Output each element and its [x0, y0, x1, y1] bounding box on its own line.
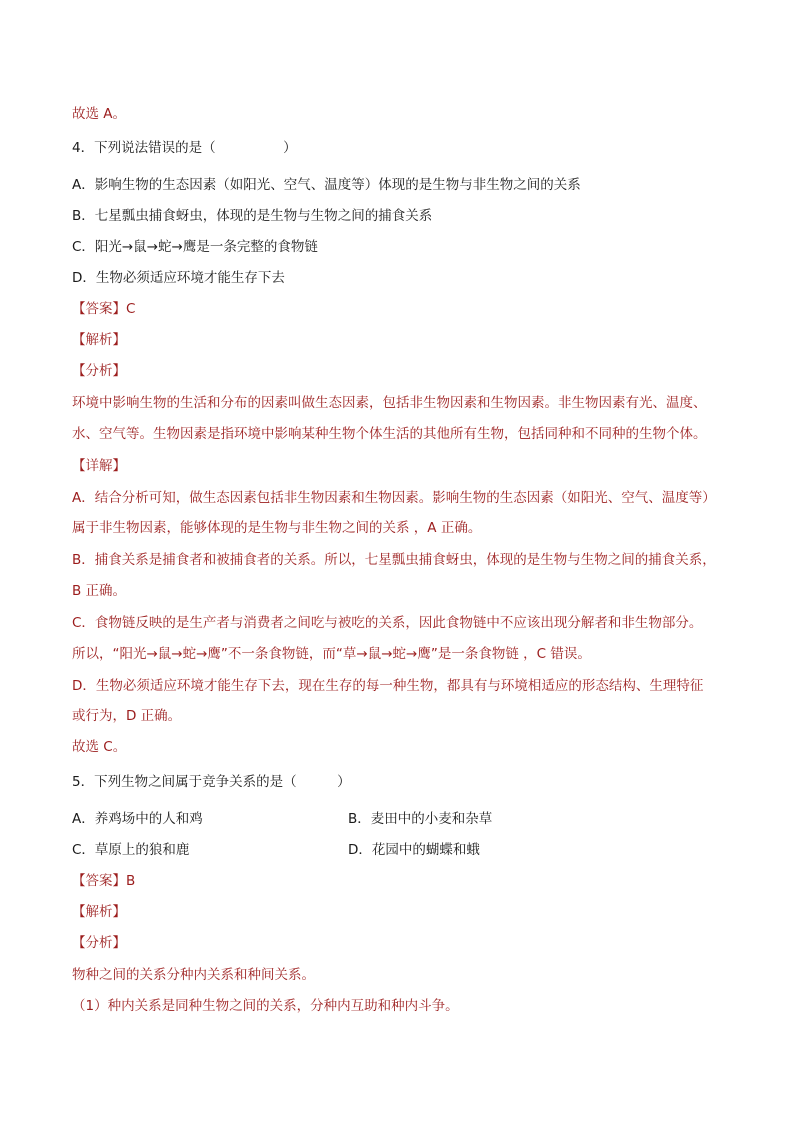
question-5-stem: 5．下列生物之间属于竞争关系的是（ ） [72, 774, 351, 790]
answer-label-q4: 【答案】C [72, 301, 136, 317]
detail-c-line2: 所以，“阳光→鼠→蛇→鹰”不一条食物链，而“草→鼠→蛇→鹰”是一条食物链 ，C 错误。 [72, 646, 591, 662]
question-4-stem: 4．下列说法错误的是（ ） [72, 140, 297, 156]
answer-conclusion-q3: 故选 A。 [72, 106, 127, 122]
detail-b-line2: B 正确。 [72, 583, 127, 599]
question-5-option-a: A．养鸡场中的人和鸡 [72, 811, 203, 827]
analysis-text-q4-line2: 水、空气等。生物因素是指环境中影响某种生物个体生活的其他所有生物，包括同种和不同种的生物个体。 [72, 426, 707, 442]
question-5-option-d: D．花园中的蝴蝶和蛾 [348, 842, 480, 858]
detail-d-line1: D．生物必须适应环境才能生存下去，现在生存的每一种生物，都具有与环境相适应的形态结构、生理特征 [72, 678, 704, 694]
detail-d-line2: 或行为，D 正确。 [72, 708, 182, 724]
answer-conclusion-q4: 故选 C。 [72, 739, 127, 755]
analysis-sub-heading-q5: 【分析】 [72, 935, 126, 951]
question-4-option-d: D．生物必须适应环境才能生存下去 [72, 270, 285, 286]
analysis-sub-heading-q4: 【分析】 [72, 363, 126, 379]
analysis-text-q5-line2: （1）种内关系是同种生物之间的关系，分种内互助和种内斗争。 [72, 998, 459, 1014]
question-4-option-c: C．阳光→鼠→蛇→鹰是一条完整的食物链 [72, 239, 318, 255]
detail-a-line2: 属于非生物因素，能够体现的是生物与非生物之间的关系 ，A 正确。 [72, 520, 482, 536]
question-5-option-b: B．麦田中的小麦和杂草 [348, 811, 493, 827]
analysis-text-q4-line1: 环境中影响生物的生活和分布的因素叫做生态因素，包括非生物因素和生物因素。非生物因素有光、温度、 [72, 395, 707, 411]
detail-heading-q4: 【详解】 [72, 458, 126, 474]
question-4-option-b: B．七星瓢虫捕食蚜虫，体现的是生物与生物之间的捕食关系 [72, 208, 433, 224]
detail-a-line1: A．结合分析可知，做生态因素包括非生物因素和生物因素。影响生物的生态因素（如阳光、空气、温度等） [72, 490, 716, 506]
detail-b-line1: B．捕食关系是捕食者和被捕食者的关系。所以，七星瓢虫捕食蚜虫，体现的是生物与生物之间的捕食关系， [72, 552, 716, 568]
detail-c-line1: C．食物链反映的是生产者与消费者之间吃与被吃的关系，因此食物链中不应该出现分解者和非生物部分。 [72, 615, 703, 631]
question-4-option-a: A．影响生物的生态因素（如阳光、空气、温度等）体现的是生物与非生物之间的关系 [72, 177, 581, 193]
analysis-text-q5-line1: 物种之间的关系分种内关系和种间关系。 [72, 967, 315, 983]
analysis-heading-q4: 【解析】 [72, 332, 126, 348]
answer-label-q5: 【答案】B [72, 873, 136, 889]
question-5-option-c: C．草原上的狼和鹿 [72, 842, 190, 858]
analysis-heading-q5: 【解析】 [72, 904, 126, 920]
